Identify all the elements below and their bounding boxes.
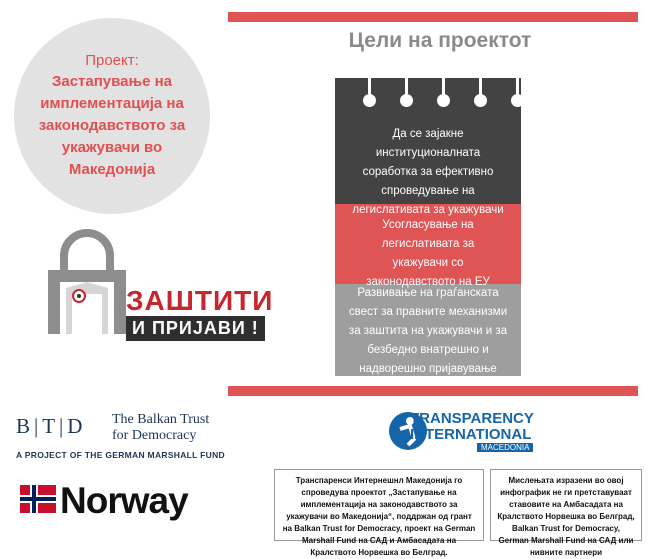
logo-line-2: И ПРИЈАВИ ! (126, 316, 265, 341)
ring-pin (479, 76, 482, 96)
ring-icon (363, 94, 376, 107)
ring-icon (474, 94, 487, 107)
disclaimer-note: Мислењата изразени во овој инфографик не ги претставуваат ставовите на Амбасадата на Кралството Норвешка во Белград, Balkan Trust for Democracy, German Marshall Fund на САД или нивните партнери (490, 469, 642, 541)
goal-text-3: Развивање на граѓанската свест за правните механизми за заштита на укажувачи и за безбедно внатрешно и надворешно пријавување (348, 287, 508, 375)
ring-pin (405, 76, 408, 96)
project-circle (14, 18, 210, 214)
norway-logo-text: Norway (60, 480, 188, 521)
bottom-red-bar (228, 386, 638, 396)
ring-icon (511, 94, 524, 107)
ring-pin (516, 76, 519, 96)
ti-line-1: TRANSPARENCY (410, 410, 534, 427)
ring-pin (368, 76, 371, 96)
goal-text-2: Усогласување на легислативата за укажувачи со законодавството на ЕУ (366, 219, 490, 288)
ti-country: MACEDONIA (477, 443, 533, 452)
project-note: Транспаренси Интернешнл Македонија го спроведува проектот „Застапување на имплементација на законодавството за укажувачи во Македонија“, поддржан од грант на Balkan Trust for Democracy, проект на German Marshall Fund на САД и Амбасадата на Кралството Норвешка во Белград. (274, 469, 484, 541)
ring-pin (442, 76, 445, 96)
top-red-bar (228, 12, 638, 22)
ring-icon (400, 94, 413, 107)
project-title: Застапување на имплементација на законодавството за укажувачи во Македонија (38, 72, 186, 178)
project-label: Проект: (85, 51, 139, 69)
ti-line-2: INTERNATIONAL (410, 426, 532, 443)
logo-line-1: ЗАШТИТИ (126, 285, 274, 316)
padlock-icon (42, 226, 132, 338)
ti-name (410, 411, 534, 443)
goals-title: Цели на проектот (348, 29, 532, 52)
btd-letters: B|T|D (16, 414, 87, 438)
btd-name: The Balkan Trust for Democracy (112, 412, 210, 443)
goal-text-1: Да се зајакне институционалната соработка за ефективно спроведување на легислативата за укажувачи (352, 128, 504, 216)
norway-flag-icon (20, 485, 56, 513)
btd-subtitle: A PROJECT OF THE GERMAN MARSHALL FUND (16, 450, 225, 460)
ring-icon (437, 94, 450, 107)
